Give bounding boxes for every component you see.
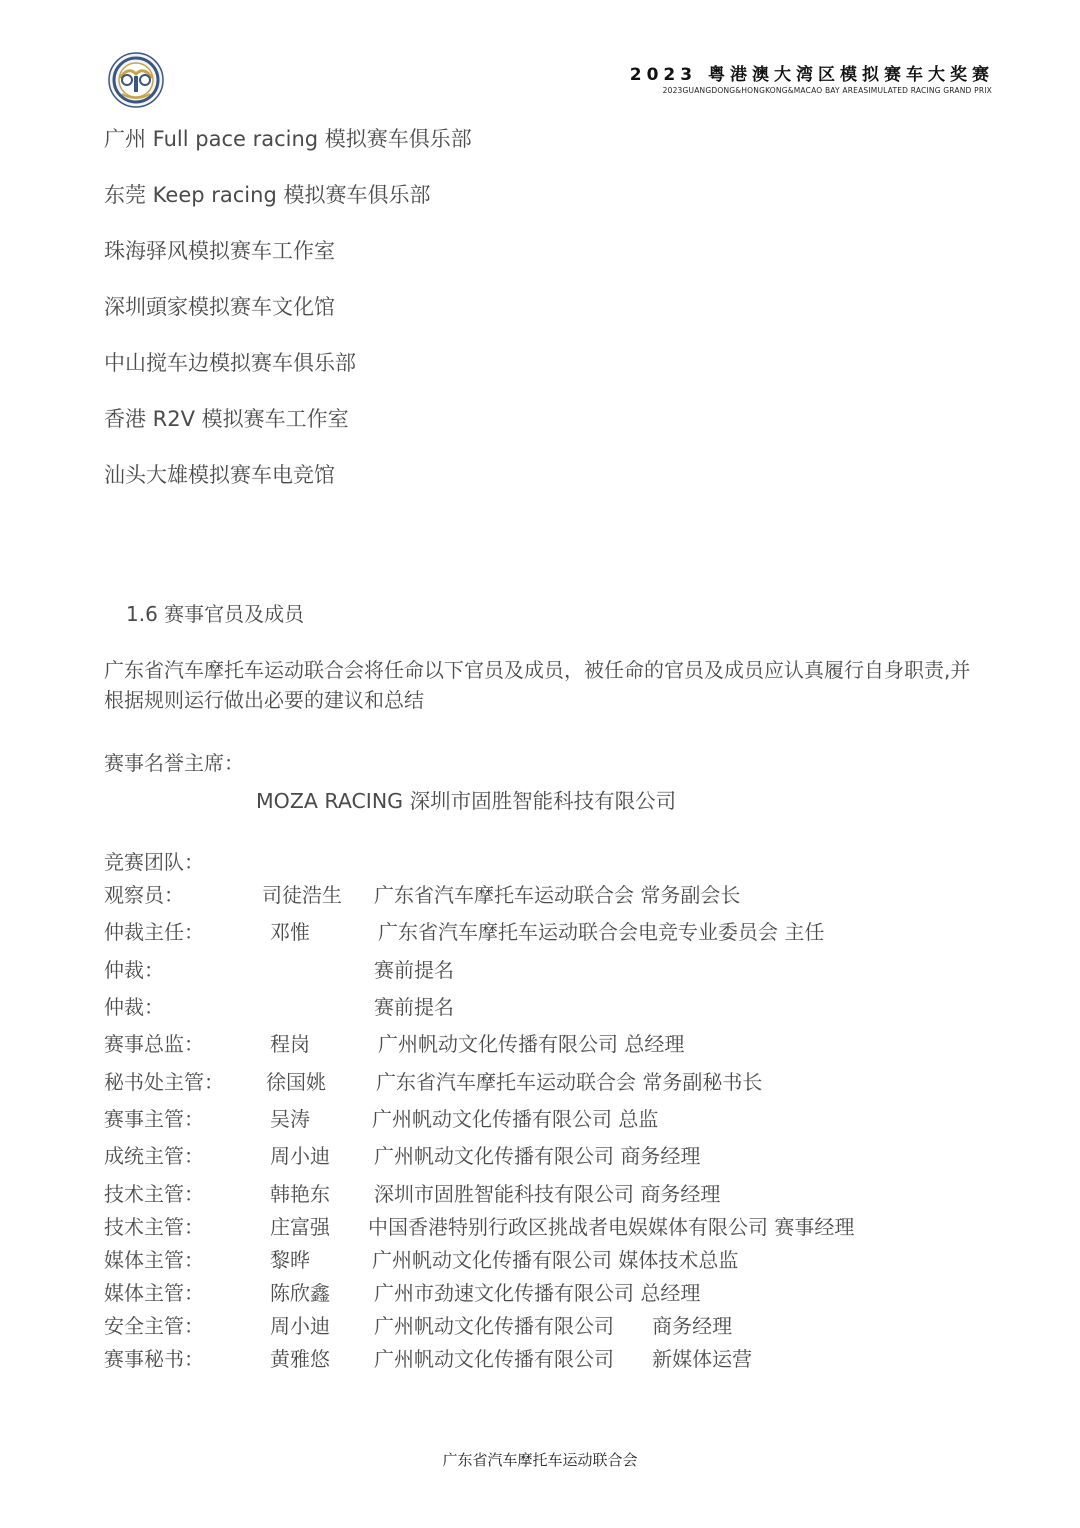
member-role: 赛事总监： — [104, 1032, 204, 1056]
section-intro: 广东省汽车摩托车运动联合会将任命以下官员及成员，被任命的官员及成员应认真履行自身职责,并根据规则运行做出必要的建议和总结 — [104, 658, 971, 712]
team-label: 竞赛团队： — [104, 850, 204, 874]
member-org: 广州市劲速文化传播有限公司 总经理 — [374, 1281, 701, 1305]
member-org: 广东省汽车摩托车运动联合会 常务副秘书长 — [376, 1070, 763, 1094]
member-name: 吴涛 — [270, 1107, 310, 1131]
member-org: 广州帆动文化传播有限公司 新媒体运营 — [374, 1347, 753, 1371]
header-title: 2023 粤港澳大湾区模拟赛车大奖赛 — [629, 65, 994, 85]
member-role: 仲裁主任： — [104, 920, 204, 944]
team-member-row — [0, 991, 1080, 1021]
member-name: 邓惟 — [270, 920, 310, 944]
member-name: 司徒浩生 — [262, 883, 342, 907]
federation-seal-logo — [108, 52, 164, 108]
member-org: 广州帆动文化传播有限公司 商务经理 — [374, 1314, 733, 1338]
team-member-row — [0, 1103, 1080, 1133]
member-org: 广州帆动文化传播有限公司 商务经理 — [374, 1144, 701, 1168]
honor-value: MOZA RACING 深圳市固胜智能科技有限公司 — [256, 789, 677, 813]
team-member-row — [0, 1028, 1080, 1058]
member-name: 徐国姚 — [266, 1070, 326, 1094]
member-role: 观察员： — [104, 883, 184, 907]
member-org: 赛前提名 — [374, 958, 454, 982]
member-name: 黄雅悠 — [270, 1347, 330, 1371]
member-name: 庄富强 — [270, 1215, 330, 1239]
club-item: 香港 R2V 模拟赛车工作室 — [104, 407, 349, 431]
member-role: 赛事主管： — [104, 1107, 204, 1131]
member-role: 媒体主管： — [104, 1248, 204, 1272]
team-member-row — [0, 1277, 1080, 1307]
member-role: 仲裁： — [104, 995, 164, 1019]
header-subtitle: 2023GUANGDONG&HONGKONG&MACAO BAY AREASIMULATED RACING GRAND PRIX — [662, 86, 992, 95]
member-org: 中国香港特别行政区挑战者电娱媒体有限公司 赛事经理 — [368, 1215, 855, 1239]
member-role: 成统主管： — [104, 1144, 204, 1168]
team-member-row — [0, 1178, 1080, 1208]
member-name: 陈欣鑫 — [270, 1281, 330, 1305]
team-member-row — [0, 1244, 1080, 1274]
member-org: 赛前提名 — [374, 995, 454, 1019]
member-role: 秘书处主管： — [104, 1070, 224, 1094]
team-member-row — [0, 1140, 1080, 1170]
member-org: 广州帆动文化传播有限公司 总监 — [372, 1107, 659, 1131]
member-org: 广东省汽车摩托车运动联合会电竞专业委员会 主任 — [378, 920, 825, 944]
section-heading: 1.6 赛事官员及成员 — [126, 602, 305, 626]
team-member-row — [0, 1066, 1080, 1096]
club-item: 广州 Full pace racing 模拟赛车俱乐部 — [104, 127, 472, 151]
club-item: 深圳頭家模拟赛车文化馆 — [104, 295, 335, 319]
team-member-row — [0, 1343, 1080, 1373]
member-name: 周小迪 — [270, 1144, 330, 1168]
member-name: 韩艳东 — [270, 1182, 330, 1206]
team-member-row — [0, 1211, 1080, 1241]
team-member-row — [0, 916, 1080, 946]
member-role: 技术主管： — [104, 1182, 204, 1206]
member-org: 广州帆动文化传播有限公司 媒体技术总监 — [372, 1248, 739, 1272]
team-member-row — [0, 879, 1080, 909]
member-name: 程岗 — [270, 1032, 310, 1056]
club-item: 东莞 Keep racing 模拟赛车俱乐部 — [104, 183, 431, 207]
club-item: 珠海驿风模拟赛车工作室 — [104, 239, 335, 263]
club-item: 中山搅车边模拟赛车俱乐部 — [104, 351, 356, 375]
honor-label: 赛事名誉主席： — [104, 751, 244, 775]
member-role: 仲裁： — [104, 958, 164, 982]
member-name: 黎晔 — [270, 1248, 310, 1272]
member-org: 广州帆动文化传播有限公司 总经理 — [378, 1032, 685, 1056]
member-org: 广东省汽车摩托车运动联合会 常务副会长 — [374, 883, 741, 907]
member-name: 周小迪 — [270, 1314, 330, 1338]
team-member-row — [0, 954, 1080, 984]
page-footer: 广东省汽车摩托车运动联合会 — [442, 1451, 638, 1469]
team-member-row — [0, 1310, 1080, 1340]
member-role: 媒体主管： — [104, 1281, 204, 1305]
club-item: 汕头大雄模拟赛车电竞馆 — [104, 463, 335, 487]
member-role: 技术主管： — [104, 1215, 204, 1239]
member-role: 安全主管： — [104, 1314, 204, 1338]
member-role: 赛事秘书： — [104, 1347, 204, 1371]
member-org: 深圳市固胜智能科技有限公司 商务经理 — [374, 1182, 721, 1206]
